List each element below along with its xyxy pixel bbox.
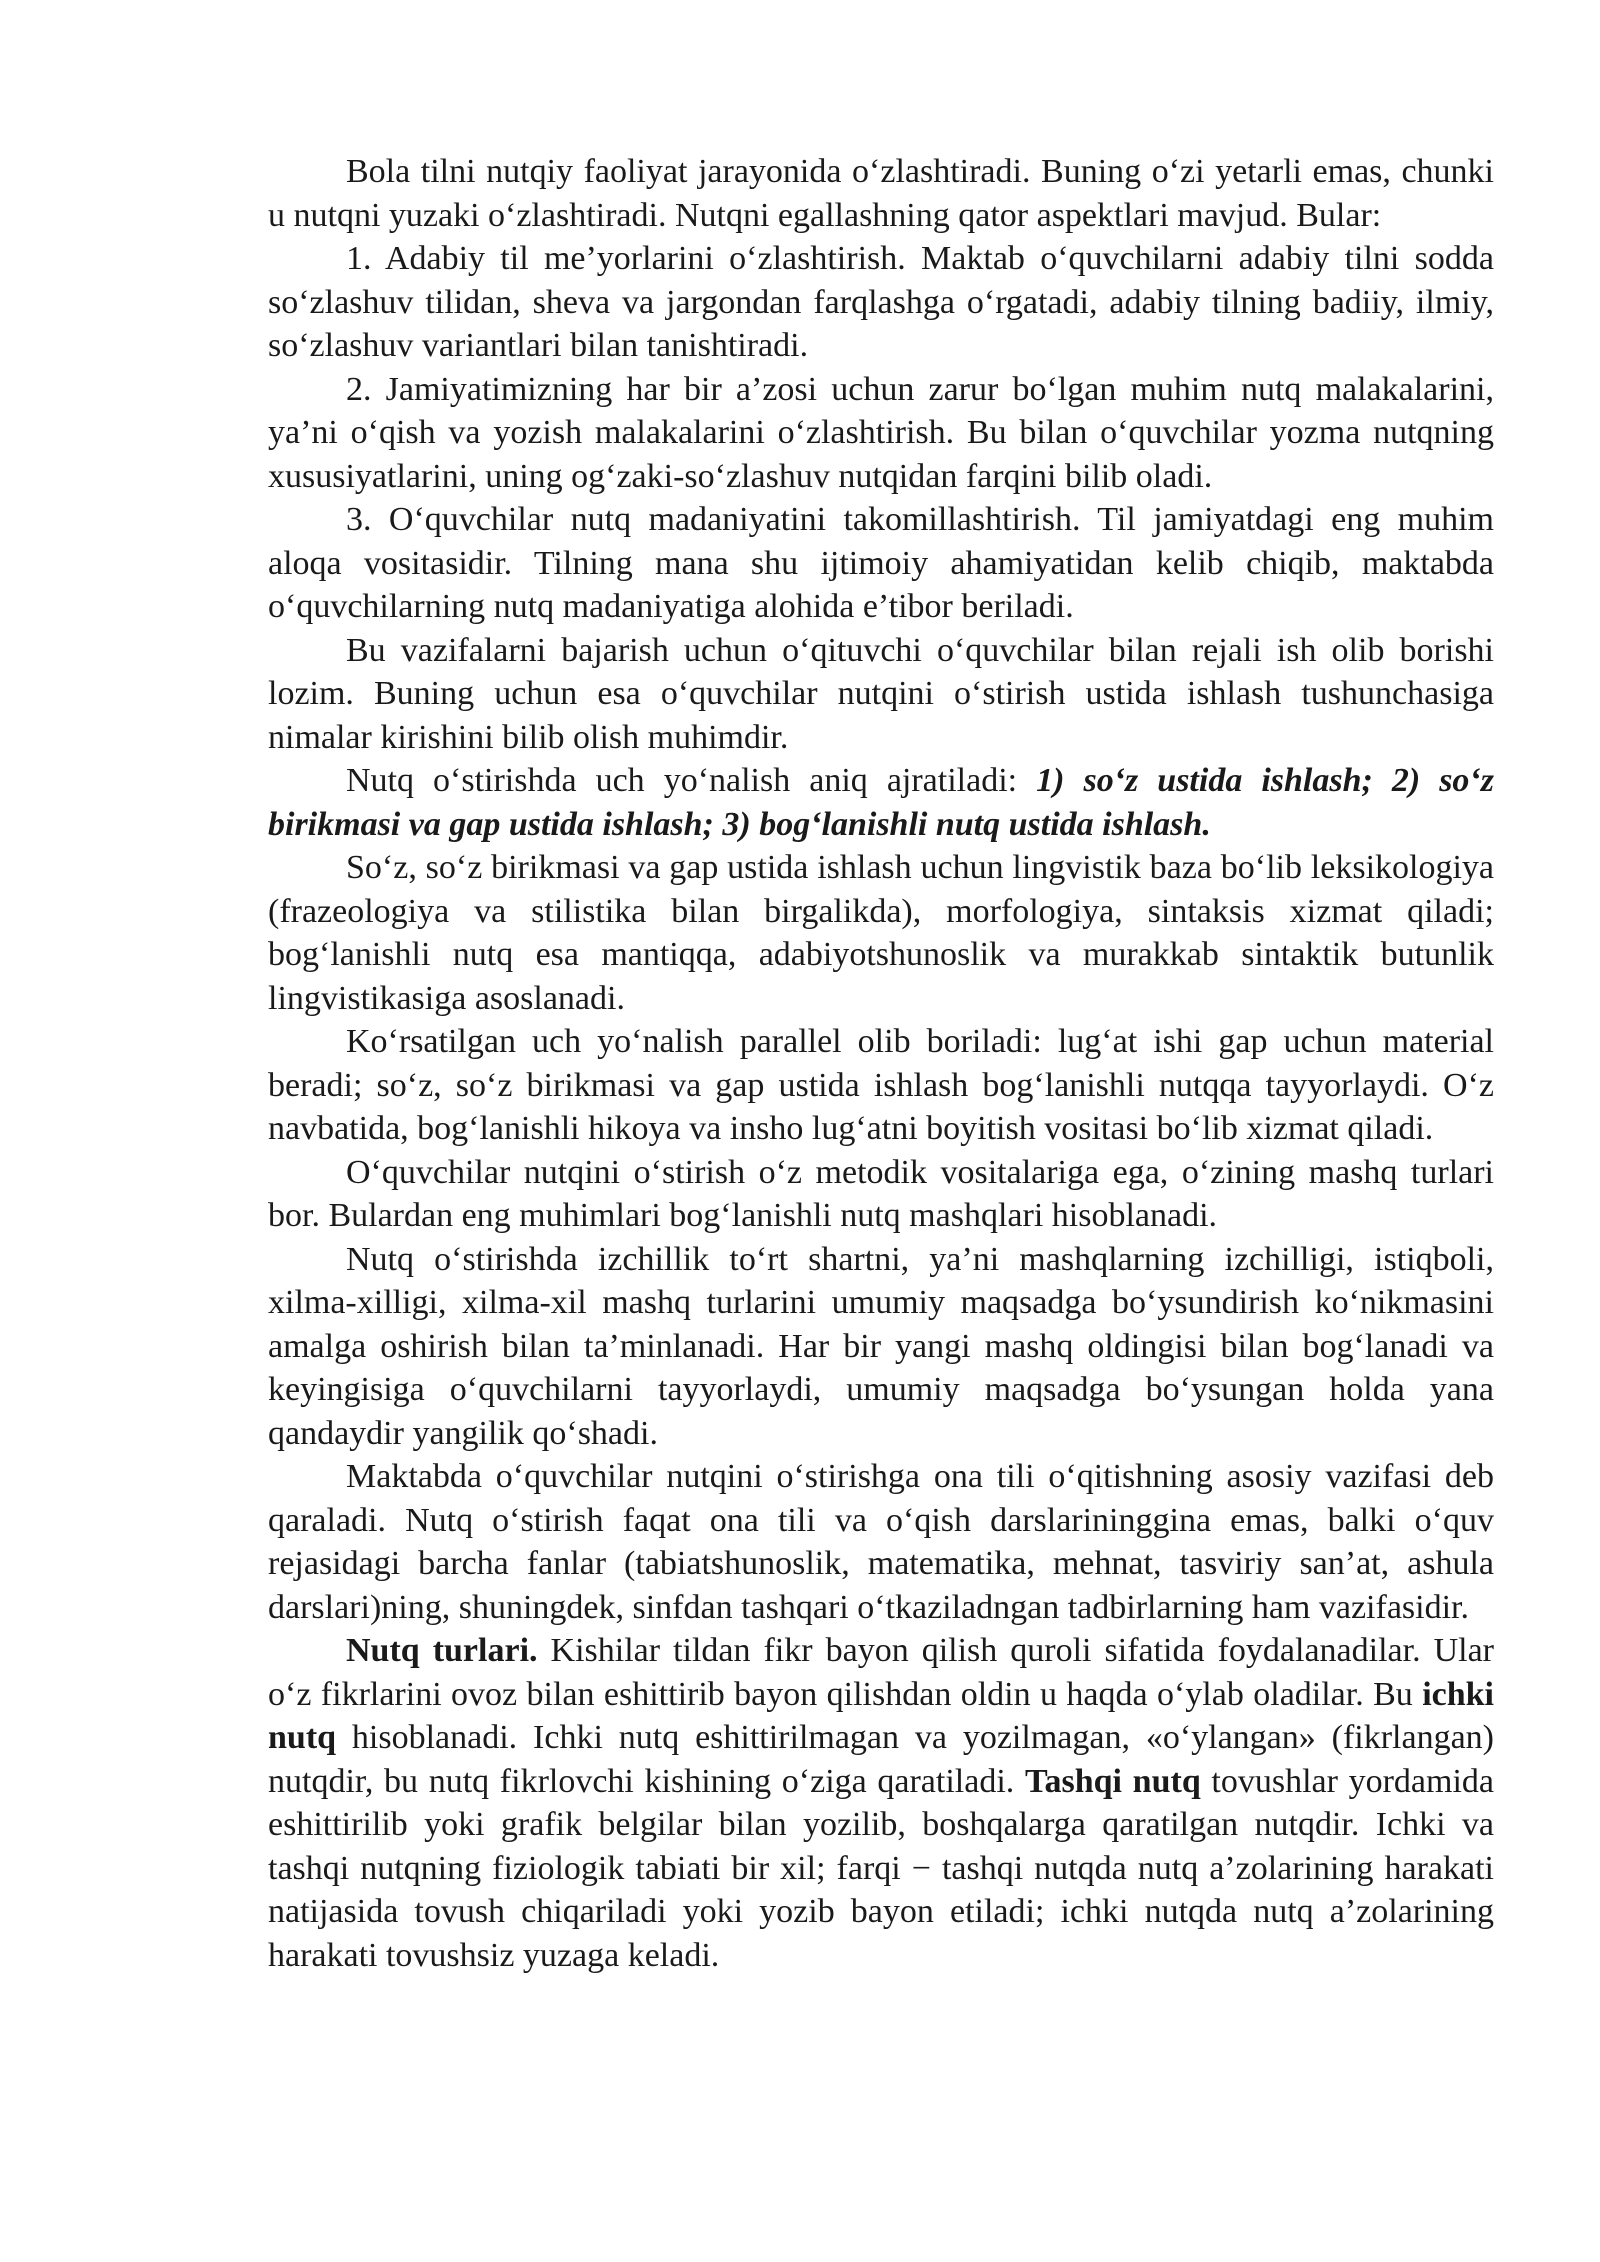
document-page [268, 150, 1494, 1977]
directions-lead: Nutq o‘stirishda uch yo‘nalish aniq ajratiladi: [346, 762, 1037, 799]
speech-types-text-b: hisoblanadi. Ichki nutq eshittirilmagan va yozilmagan, «o‘ylangan» (fikrlangan) nutqdir, bu nutq fikrlovchi kishining o‘ziga qaratiladi. [268, 1719, 1494, 1800]
term-inner-speech: ichki nutq [268, 1675, 1494, 1756]
paragraph-speech-types [268, 1629, 1494, 1977]
paragraph-item-1: 1. Adabiy til me’yorlarini o‘zlashtirish. Maktab o‘quvchilarni adabiy tilni sodda so‘zlashuv tilidan, sheva va jargondan farqlashga o‘rgatadi, adabiy tilning badiiy, ilmiy, so‘zlashuv variantlari bilan tanishtiradi. [268, 240, 1494, 364]
paragraph-item-2: 2. Jamiyatimizning har bir a’zosi uchun zarur bo‘lgan muhim nutq malakalarini, ya’ni o‘qish va yozish malakalarini o‘zlashtirish. Bu bilan o‘quvchilar yozma nutqning xususiyatlarini, uning og‘zaki-so‘zlashuv nutqidan farqini bilib oladi. [268, 370, 1494, 495]
paragraph-linguistic-base: So‘z, so‘z birikmasi va gap ustida ishlash uchun lingvistik baza bo‘lib leksikologiya (frazeologiya va stilistika bilan birgalikda), morfologiya, sintaksis xizmat qiladi; bog‘lanishli nutq esa mantiqqa, adabiyotshunoslik va murakkab sintaktik butunlik lingvistikasiga asoslanadi. [268, 849, 1494, 1017]
paragraph-parallel: Ko‘rsatilgan uch yo‘nalish parallel olib boriladi: lug‘at ishi gap uchun material beradi; so‘z, so‘z birikmasi va gap ustida ishlash bog‘lanishli nutqqa tayyorlaydi. O‘z navbatida, bog‘lanishli hikoya va insho lug‘atni boyitish vositasi bo‘lib xizmat qiladi. [268, 1023, 1494, 1147]
term-outer-speech: Tashqi nutq [1024, 1762, 1201, 1800]
paragraph-consistency: Nutq o‘stirishda izchillik to‘rt shartni, ya’ni mashqlarning izchilligi, istiqboli, xilma-xilligi, xilma-xil mashq turlarini umumiy maqsadga bo‘ysundirish ko‘nikmasini amalga oshirish bilan ta’minlanadi. Har bir yangi mashq oldingisi bilan bog‘lanadi va keyingisiga o‘quvchilarni tayyorlaydi, umumiy maqsadga bo‘ysungan holda yana qandaydir yangilik qo‘shadi. [268, 1240, 1494, 1452]
paragraph-tasks: Bu vazifalarni bajarish uchun o‘qituvchi o‘quvchilar bilan rejali ish olib borishi lozim. Buning uchun esa o‘quvchilar nutqini o‘stirish ustida ishlash tushunchasiga nimalar kirishini bilib olish muhimdir. [268, 631, 1494, 756]
speech-types-text-a: Kishilar tildan fikr bayon qilish quroli sifatida foydalanadilar. Ular o‘z fikrlarini ovoz bilan eshittirib bayon qilishdan oldin u haqda o‘ylab oladilar. Bu [268, 1632, 1494, 1713]
paragraph-item-3: 3. O‘quvchilar nutq madaniyatini takomillashtirish. Til jamiyatdagi eng muhim aloqa vositasidir. Tilning mana shu ijtimoiy ahamiyatidan kelib chiqib, maktabda o‘quvchilarning nutq madaniyatiga alohida e’tibor beriladi. [268, 501, 1494, 625]
directions-emphasis: 1) so‘z ustida ishlash; 2) so‘z birikmasi va gap ustida ishlash; 3) bog‘lanishli nutq ustida ishlash. [268, 762, 1494, 843]
speech-types-heading: Nutq turlari. [346, 1632, 538, 1669]
speech-types-text-c: tovushlar yordamida eshittirilib yoki grafik belgilar bilan yozilib, boshqalarga qaratilgan nutqdir. Ichki va tashqi nutqning fiziologik tabiati bir xil; farqi − tashqi nutqda nutq a’zolarining harakati natijasida tovush chiqariladi yoki yozib bayon etiladi; ichki nutqda nutq a’zolarining harakati tovushsiz yuzaga keladi. [268, 1762, 1495, 1974]
paragraph-directions [268, 759, 1494, 846]
paragraph-school: Maktabda o‘quvchilar nutqini o‘stirishga ona tili o‘qitishning asosiy vazifasi deb qaraladi. Nutq o‘stirish faqat ona tili va o‘qish darslarininggina emas, balki o‘quv rejasidagi barcha fanlar (tabiatshunoslik, matematika, mehnat, tasviriy san’at, ashula darslari)ning, shuningdek, sinfdan tashqari o‘tkaziladngan tadbirlarning ham vazifasidir. [268, 1458, 1494, 1626]
paragraph-intro: Bola tilni nutqiy faoliyat jarayonida o‘zlashtiradi. Buning o‘zi yetarli emas, chunki u nutqni yuzaki o‘zlashtiradi. Nutqni egallashning qator aspektlari mavjud. Bular: [268, 153, 1494, 234]
paragraph-methods: O‘quvchilar nutqini o‘stirish o‘z metodik vositalariga ega, o‘zining mashq turlari bor. Bulardan eng muhimlari bog‘lanishli nutq mashqlari hisoblanadi. [268, 1153, 1494, 1234]
